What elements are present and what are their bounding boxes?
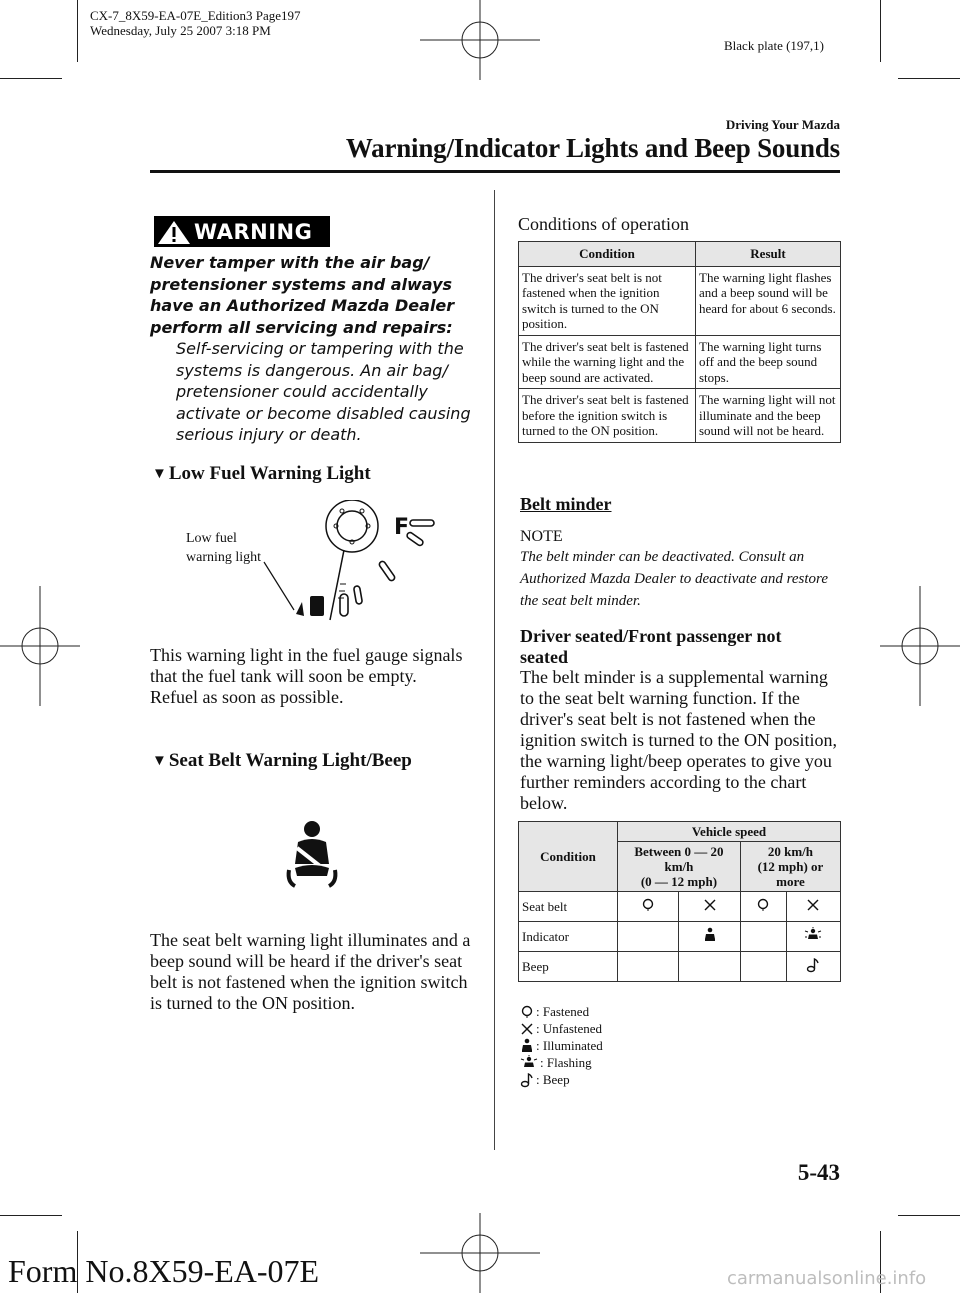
seat-belt-heading [152, 750, 412, 772]
warning-bold-text: Never tamper with the air bag/ pretensioner systems and always have an Authorized Mazda Dealer perform all servicing and repairs: [150, 253, 455, 337]
belt-minder-table [518, 821, 841, 982]
legend [520, 1003, 680, 1088]
registration-mark-right [880, 586, 960, 706]
low-fuel-body: This warning light in the fuel gauge signals that the fuel tank will soon be empty. Refuel as soon as possible. [150, 645, 463, 707]
unfastened-icon [806, 898, 820, 912]
legend-label: : Flashing [540, 1055, 592, 1070]
legend-item [520, 1037, 680, 1054]
conditions-header-result: Result [696, 242, 841, 267]
illuminated-icon [520, 1038, 534, 1054]
legend-item [520, 1020, 680, 1037]
minder-row-label: Seat belt [519, 892, 618, 922]
legend-item [520, 1054, 680, 1071]
seat-belt-body: The seat belt warning light illuminates and a beep sound will be heard if the driver's seat belt is not fastened when the ignition switch is turned to the ON position. [150, 930, 471, 1013]
fastened-icon [756, 898, 770, 912]
registration-mark-left [0, 586, 80, 706]
flashing-icon [804, 927, 822, 943]
seat-belt-title: Seat Belt Warning Light/Beep [168, 750, 412, 771]
legend-label: : Beep [536, 1072, 570, 1087]
title-rule [150, 170, 840, 173]
minder-header-low-speed: Between 0 — 20 km/h (0 — 12 mph) [618, 842, 741, 892]
conditions-header-condition: Condition [519, 242, 696, 267]
gauge-letter: F [394, 515, 410, 540]
table-row [519, 922, 841, 952]
warning-triangle-icon [154, 218, 194, 246]
table-row [519, 335, 841, 389]
watermark: carmanualsonline.info [727, 1268, 927, 1289]
illuminated-icon [703, 927, 717, 943]
crop-mark [898, 1215, 960, 1216]
low-fuel-callout: Low fuel warning light [186, 531, 262, 565]
fastened-icon [641, 898, 655, 912]
minder-row-label: Beep [519, 952, 618, 982]
low-fuel-heading [152, 463, 371, 485]
belt-minder-title: Belt minder [520, 494, 612, 514]
crop-mark [880, 0, 881, 62]
warning-badge [154, 216, 330, 247]
fuel-gauge-illustration [260, 500, 460, 630]
crop-mark [898, 78, 960, 79]
belt-minder-subtitle: Driver seated/Front passenger not seated [520, 626, 782, 667]
legend-item [520, 1071, 680, 1088]
registration-mark-top [420, 0, 540, 80]
note-text: The belt minder can be deactivated. Consult an Authorized Mazda Dealer to deactivate and restore the seat belt minder. [520, 549, 828, 609]
seat-belt-warning-icon [283, 820, 341, 888]
warning-label: WARNING [194, 219, 313, 244]
print-header-plate: Black plate (197,1) [724, 38, 824, 53]
crop-mark [0, 1215, 62, 1216]
print-header-file: CX-7_8X59-EA-07E_Edition3 Page197 [90, 8, 301, 23]
beep-icon [806, 957, 820, 973]
crop-mark [0, 78, 62, 79]
print-header-date: Wednesday, July 25 2007 3:18 PM [90, 23, 271, 38]
column-divider [494, 190, 495, 1150]
section-marker-icon: ▼ [152, 752, 167, 769]
belt-minder-body: The belt minder is a supplemental warning to the seat belt warning function. If the driver's seat belt is not fastened when the ignition switch is turned to the ON position, the warning light/beep operates to give you further reminders according to the chart below. [520, 667, 837, 813]
table-row [519, 892, 841, 922]
unfastened-icon [703, 898, 717, 912]
table-row [519, 389, 841, 443]
low-fuel-title: Low Fuel Warning Light [168, 463, 371, 484]
conditions-cell: The warning light turns off and the beep sound stops. [696, 335, 841, 389]
minder-header-condition: Condition [519, 822, 618, 892]
conditions-cell: The warning light will not illuminate and the beep sound will not be heard. [696, 389, 841, 443]
footer-form-number: Form No.8X59-EA-07E [8, 1253, 320, 1289]
chapter-label: Driving Your Mazda [725, 117, 840, 132]
minder-header-speed: Vehicle speed [618, 822, 841, 842]
minder-row-label: Indicator [519, 922, 618, 952]
unfastened-icon [520, 1022, 534, 1036]
legend-item [520, 1003, 680, 1020]
beep-icon [520, 1072, 534, 1088]
legend-label: : Illuminated [536, 1038, 603, 1053]
warning-detail-text: Self-servicing or tampering with the systems is dangerous. An air bag/ pretensioner could accidentally activate or become disabled causing serious injury or death. [176, 339, 471, 444]
conditions-cell: The warning light flashes and a beep sound will be heard for about 6 seconds. [696, 266, 841, 335]
conditions-cell: The driver's seat belt is fastened before the ignition switch is turned to the ON position. [519, 389, 696, 443]
conditions-table [518, 241, 841, 443]
conditions-cell: The driver's seat belt is fastened while the warning light and the beep sound are activated. [519, 335, 696, 389]
conditions-cell: The driver's seat belt is not fastened when the ignition switch is turned to the ON position. [519, 266, 696, 335]
fastened-icon [520, 1005, 534, 1019]
legend-label: : Fastened [536, 1004, 590, 1019]
table-row [519, 266, 841, 335]
flashing-icon [520, 1055, 538, 1071]
page-number: 5-43 [797, 1160, 840, 1185]
page-title: Warning/Indicator Lights and Beep Sounds [345, 133, 840, 163]
minder-header-high-speed: 20 km/h (12 mph) or more [740, 842, 840, 892]
conditions-heading: Conditions of operation [518, 214, 689, 234]
registration-mark-bottom [420, 1213, 540, 1293]
section-marker-icon: ▼ [152, 465, 167, 482]
legend-label: : Unfastened [536, 1021, 603, 1036]
table-row [519, 952, 841, 982]
crop-mark [77, 0, 78, 62]
note-label: NOTE [520, 528, 563, 545]
